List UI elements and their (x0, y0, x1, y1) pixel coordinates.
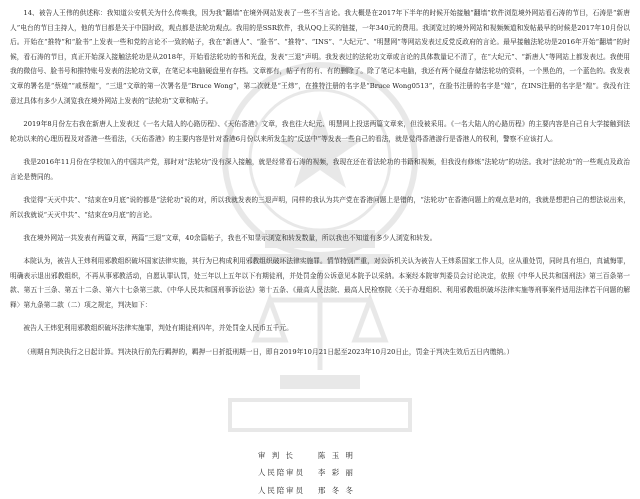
paragraph-post-count: 我在境外网站一共发表有两篇文章，两篇“三退”文章，40余篇帖子，我也不知显示浏览和转发数量，所以我也不知道有多少人浏览和转发。 (23, 233, 437, 242)
paragraph-verdict: 被告人王炜犯利用邪教组织破坏法律实施罪，判处有期徒刑四年，并处罚金人民币五千元。 (23, 324, 293, 333)
paragraph-sentence-term: （刑期自判决执行之日起计算。判决执行前先行羁押的，羁押一日折抵刑期一日，即自2019年10月21日起至2023年10月20日止，罚金于判决生效后五日内缴纳。） (23, 347, 514, 356)
signature-role: 人民陪审员 (258, 486, 305, 495)
judgment-document (10, 6, 630, 368)
signature-role: 人民陪审员 (258, 468, 305, 477)
signature-role: 审 判 长 (258, 451, 295, 460)
paragraph-articles: 2019年8月份左右我在新唐人上发表过《一名大陆人的心路历程》、《天佑香港》文章，我也往大纪元、明慧网上投送两篇文章来，但没被采用。《一名大陆人的心路历程》的主要内容是自己自大学接触到法轮功以来的心理历程及对香港一些看法，《天佑香港》的主要内容是针对香港6月份以来所发生的“反送中”等发表一些自己的看法，就是觉得香港游行是香港人的权利，警察不应该打人。 (10, 119, 630, 143)
paragraph-statements-reason: 我觉得“天灭中共”、“结束在9月底”说的都是“法轮功”说的对，所以我就发表的三退声明，同样的我认为共产党在香港问题上是错的，“法轮功”在香港问题上的观点是对的，我就是想把自己的想法说出来，所以我就说“天灭中共”、“结束在9月底”的言论。 (10, 195, 630, 219)
paragraph-party-membership: 我是2016年11月份在学校加入的中国共产党，那时对“法轮功”没有深入接触，就是经常看石涛的视频，我现在还在看法轮功的书籍和视频，但我没有修炼“法轮功”的功法。我对“法轮功”的一些观点及政治言论是赞同的。 (10, 157, 630, 181)
signature-name: 邢 冬 冬 (318, 486, 355, 495)
signature-juror-2 (258, 485, 355, 496)
paragraph-court-opinion: 本院认为，被告人王炜利用邪教组织破坏国家法律实施，其行为已构成利用邪教组织破坏法律实施罪。情节特别严重，对公诉机关认为被告人王炜系国家工作人员，应从重处罚，同时具有坦白，真诚悔罪，明确表示退出邪教组织，不再从事邪教活动，自愿认罪认罚，处三年以上五年以下有期徒刑，并处罚金的公诉意见本院予以采纳。本案经本院审判委员会讨论决定，依照《中华人民共和国刑法》第三百条第一款、第五十三条、第五十二条、第六十七条第三款、《中华人民共和国刑事诉讼法》第十五条、《最高人民法院、最高人民检察院〈关于办理组织、利用邪教组织破坏法律实施等刑事案件适用法律若干问题的解释〉第九条第二款（二）项之规定，判决如下： (10, 257, 630, 310)
signature-presiding-judge (258, 450, 355, 461)
signature-name: 陈 玉 明 (318, 451, 355, 460)
signature-name: 李 彩 丽 (318, 468, 355, 477)
signature-juror-1 (258, 467, 355, 478)
paragraph-defendant-statement: 14、被告人王伟的供述称：我知道公安机关为什么传唤我，因为我“翻墙”在境外网站发表了一些不当言论。我大概是在2017年下半年的时候开始接触“翻墙”软件浏览境外网站看石涛的节目，石涛是“新唐人”电台的节目主持人，他的节目都是关于中国时政，观点都是法轮功观点。我用的是SSR软件，我从QQ上买的链接，一年340元的费用。我浏览过的境外网站和视频频道和发帖最早的时候是2017年10月份以后。开始在“推特”和“脸书”上发表一些和党的言论不一致的帖子，我在“新唐人”、“脸书”、“推特”、“INS”、“大纪元”、“明慧网”等网站发表过反党反政府的言论。最早接触法轮功是2016年开始“翻墙”的时候，看石涛的节目，真正开始深入接触法轮功是从2018年，开始看法轮功的书和光盘，发表“三退”声明。我发表过的法轮功文章或言论的具体数量记不清了，在“大纪元”、“新唐人”等网站上都发表过。我使用我的微信号、脸书号和推特账号发表的法轮功文章，在笔记本电脑硬盘里有存档。文章都有，帖子有的有、有的删除了。除了笔记本电脑，我还有两个硬盘存储法轮功的资料，一个黑色的，一个蓝色的。我发表文章的署名是“蔡煌”“戚蔡煌”，“三退”文章的第一次署名是“Bruce Wong”，第二次就是“王炜”，在推特注册的名字是“Bruce Wong0513”，在脸书注册的名字是“煌”，在INS注册的名字是“煌”。我没有注意过具体有多少人浏览我在境外网站上发表的“法轮功”文章和帖子。 (10, 9, 630, 105)
